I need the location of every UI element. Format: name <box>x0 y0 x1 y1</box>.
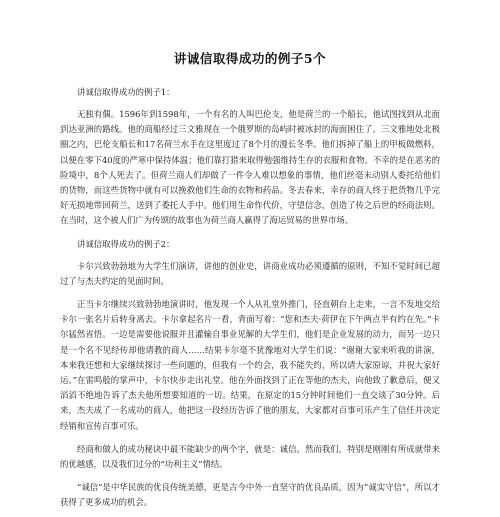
section-heading-1: 讲诚信取得成功的例子1： <box>77 87 175 97</box>
paragraph: 正当卡尔继续兴致勃勃地演讲时，他发现一个人从礼堂外推门，径直朝台上走来，一言不发地交给卡尔一张名片后转身离去。卡尔拿起名片一看，背面写着：“您和杰夫·荷伊在下午两点半有约在先。”卡尔猛然省悟。一边是需要他说服并且灌输自事业见解的大学生们，他们是企业发展的动力，而另一边只是一个名不见经传却他请教的商人……结果卡尔毫不犹豫地对大学生们说：“谢谢大家来听我的讲演，本来我还想和大家继续探讨一些问题的，但我有一个约会，我不能失约，所以请大家原谅，并祝大家好运。”在雷鸣般的掌声中，卡尔快步走出礼堂。他在外面找到了正在等他的杰夫，向他致了歉意后，便又滔滔不绝地告诉了杰夫他所想要知道的一切。结果，在原定的15分钟时间他们一直交谈了30分钟。后来，杰夫成了一名成功的商人，他把这一段经历告诉了他的朋友，大家都对百事可乐产生了信任并决定经销和宣传百事可乐。 <box>60 299 440 431</box>
paragraph: 卡尔兴致勃勃地为大学生们演讲，讲他的创业史，讲商业成功必须遵循的原则，不知不觉时间已超过了与杰夫约定的见面时间。 <box>60 260 440 286</box>
paragraph: 经商和做人的成功秘诀中最不能缺少的两个字，就是：诚信。然而我们，特别是刚刚有所成就带来的优越感，以及我们过分的“功利主义”情结。 <box>60 443 440 470</box>
paragraph: “诚信”是中华民族的优良传统美德，更是古今中外一直坚守的优良品质，因为“诚实守信”，所以才获得了更多成功的机会。 <box>60 482 440 508</box>
paragraph: 无独有偶。1596年到1598年，一个有名的人叫巴伦支，他是荷兰的一个船长，他试图找到从北面到达亚洲的路线。他的商船经过三文雅现在一个俄罗斯的岛屿时被冰封的海面困住了。三文雅地处北极圈之内，巴伦支船长和17名荷兰水手在这里度过了8个月的漫长冬季。他们拆掉了船上的甲板做燃料，以便在零下40度的严寒中保持体温；他们靠打猎来取得勉强维持生存的衣服和食物。不幸的是在恶劣的险境中，8个人死去了。但荷兰商人们却做了一件令人难以想象的事情，他们丝毫未动别人委托给他们的货物，而这些货物中就有可以挽救他们生命的衣物和药品。冬去春来，幸存的商人终于把货物几乎完好无损地带回荷兰，送到了委托人手中。他们用生命作代价，守望信念，创造了传之后世的经商法则。在当时，这个被人们广为传颂的故事也为荷兰商人赢得了海运贸易的世界市场。 <box>60 109 440 226</box>
document-title: 讲诚信取得成功的例子5个 <box>173 51 327 66</box>
section-heading-2: 讲诚信取得成功的例子2： <box>77 238 175 249</box>
